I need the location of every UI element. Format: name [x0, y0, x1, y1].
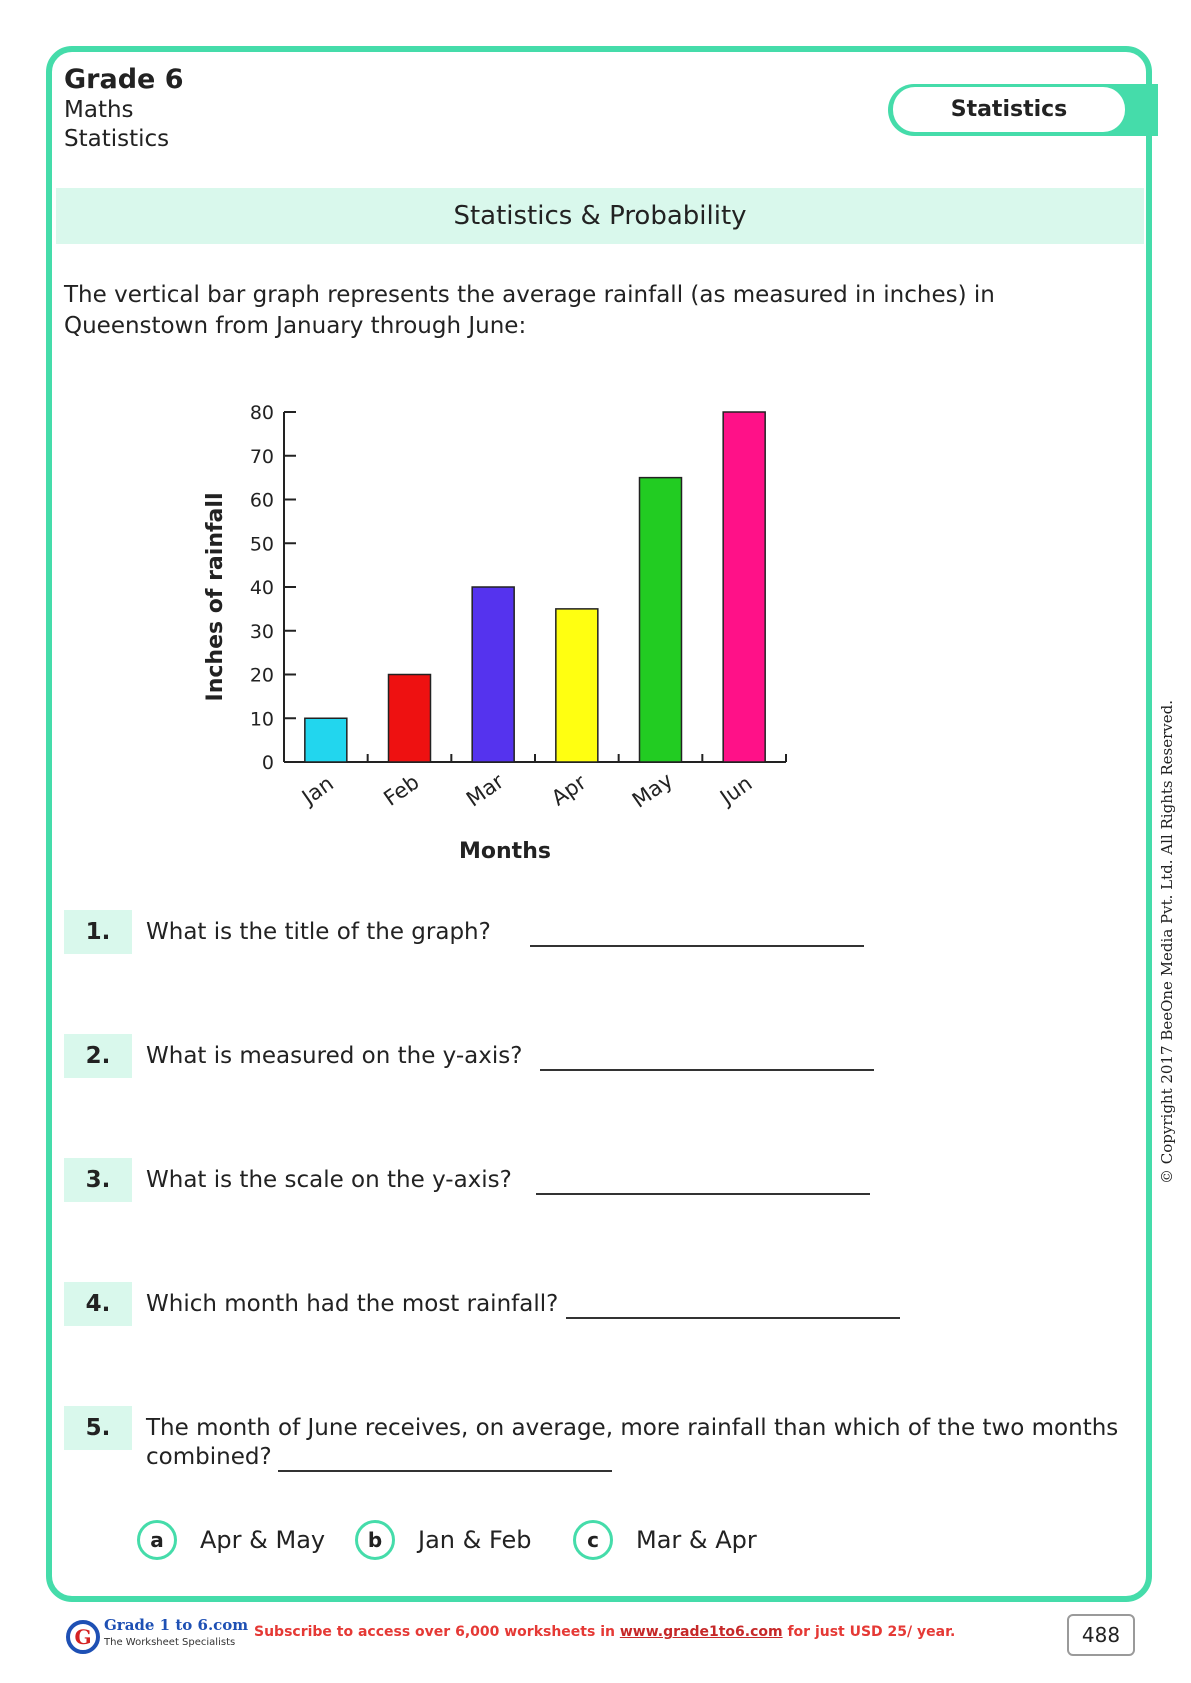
topic-tab-label: Statistics [893, 87, 1125, 132]
question-2-number: 2. [64, 1034, 132, 1078]
logo-tagline: The Worksheet Specialists [104, 1637, 236, 1648]
option-b-marker[interactable]: b [355, 1520, 395, 1560]
subject-label: Maths [64, 97, 134, 123]
option-c-text[interactable]: Mar & Apr [636, 1526, 757, 1554]
answer-1-line[interactable] [530, 945, 864, 947]
intro-text: The vertical bar graph represents the average rainfall (as measured in inches) in Queenstown from January through June: [64, 282, 995, 339]
bar-jun [723, 412, 765, 762]
y-tick-label: 40 [249, 577, 274, 599]
x-tick-label: Mar [462, 769, 509, 812]
x-tick-label: Apr [547, 770, 591, 811]
y-tick-label: 10 [249, 708, 274, 731]
question-5-text-line1: The month of June receives, on average, more rainfall than which of the two months [146, 1415, 1119, 1441]
y-tick-label: 30 [249, 620, 274, 643]
copyright-notice: © Copyright 2017 BeeOne Media Pvt. Ltd. All Rights Reserved. [1158, 700, 1176, 1184]
option-b-text[interactable]: Jan & Feb [418, 1526, 532, 1554]
subscribe-banner [254, 1624, 955, 1640]
bar-may [640, 478, 682, 762]
option-a-marker[interactable]: a [137, 1520, 177, 1560]
question-4-number: 4. [64, 1282, 132, 1326]
bar-apr [556, 609, 598, 762]
x-tick-label: May [627, 767, 678, 813]
question-5-text-line2: combined? [146, 1444, 272, 1470]
answer-3-line[interactable] [536, 1193, 870, 1195]
question-4-text: Which month had the most rainfall? [146, 1291, 559, 1317]
grade1to6-logo-icon: G [66, 1620, 100, 1654]
section-title: Statistics & Probability [56, 188, 1144, 244]
question-2-text: What is measured on the y-axis? [146, 1043, 523, 1069]
page-number: 488 [1067, 1614, 1135, 1656]
y-tick-label: 70 [249, 445, 274, 468]
answer-4-line[interactable] [566, 1317, 900, 1319]
grade-title: Grade 6 [64, 64, 184, 95]
question-3-text: What is the scale on the y-axis? [146, 1167, 512, 1193]
x-tick-label: Jun [715, 771, 757, 810]
y-tick-label: 50 [249, 533, 274, 556]
x-tick-label: Feb [379, 769, 424, 811]
rainfall-bar-chart [180, 390, 880, 900]
answer-5-line[interactable] [278, 1470, 612, 1472]
logo-name: Grade 1 to 6.com [104, 1616, 249, 1634]
y-tick-label: 80 [249, 402, 274, 424]
question-3-number: 3. [64, 1158, 132, 1202]
subscribe-text-after: for just USD 25/ year. [782, 1624, 956, 1640]
y-tick-label: 60 [249, 489, 274, 512]
x-axis-title: Months [459, 839, 551, 864]
topic-label: Statistics [64, 126, 170, 152]
question-5-number: 5. [64, 1406, 132, 1450]
y-tick-label: 0 [261, 752, 274, 774]
y-tick-label: 20 [249, 664, 274, 687]
answer-2-line[interactable] [540, 1069, 874, 1071]
question-1-number: 1. [64, 910, 132, 954]
bar-mar [472, 587, 514, 762]
option-a-text[interactable]: Apr & May [200, 1526, 326, 1554]
subscribe-text-before: Subscribe to access over 6,000 worksheets in [254, 1624, 620, 1640]
question-1-text: What is the title of the graph? [146, 919, 491, 945]
option-c-marker[interactable]: c [573, 1520, 613, 1560]
x-tick-label: Jan [297, 771, 338, 810]
bar-feb [389, 675, 431, 763]
bar-jan [305, 718, 347, 762]
y-axis-title: Inches of rainfall [203, 492, 228, 702]
subscribe-link[interactable]: www.grade1to6.com [619, 1624, 783, 1640]
